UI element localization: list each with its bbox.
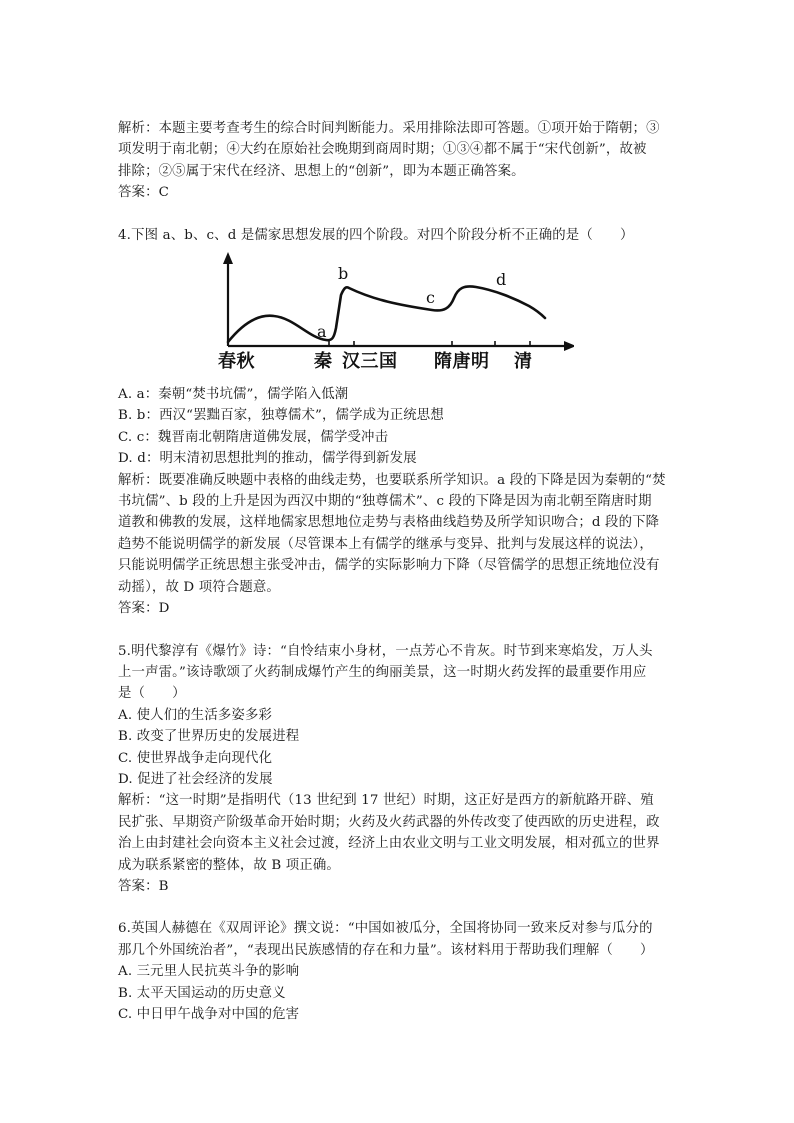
- q6-option-b: B. 太平天国运动的历史意义: [118, 985, 286, 1001]
- q3-analysis-line: 解析：本题主要考查考生的综合时间判断能力。采用排除法即可答题。①项开始于隋朝；③: [118, 121, 660, 136]
- q5-analysis-line: 解析：“这一时期”是指明代（13 世纪到 17 世纪）时期，这正好是西方的新航路开辟、殖: [118, 793, 654, 809]
- point-label-b: b: [338, 264, 349, 284]
- q5-stem-line: 5.明代黎淳有《爆竹》诗：“自怜结束小身材，一点芳心不肯灰。时节到来寒焰发，万人头: [118, 643, 653, 659]
- q6-stem-line: 那几个外国统治者”，“表现出民族感情的存在和力量”。该材料用于帮助我们理解（ ）: [118, 942, 654, 958]
- q4-analysis-line: 只能说明儒学正统思想主张受冲击，儒学的实际影响力下降（尽管儒学的思想正统地位没有: [118, 558, 660, 574]
- q6-option-c: C. 中日甲午战争对中国的危害: [118, 1007, 300, 1022]
- q4-option-a: A. a：秦朝“焚书坑儒”，儒学陷入低潮: [118, 387, 349, 403]
- q4-analysis-line: 趋势不能说明儒学的新发展（尽管课本上有儒学的继承与变异、批判与发展这样的说法），: [118, 536, 653, 552]
- q3-analysis-line: 项发明于南北朝；④大约在原始社会晚期到商周时期；①③④都不属于“宋代创新”，故被: [118, 142, 647, 158]
- q4-curve-figure: [214, 250, 574, 378]
- axis-label-sui-tang-ming: 隋唐明: [434, 351, 490, 373]
- axis-label-qing: 清: [514, 351, 533, 373]
- axis-label-qin: 秦: [314, 351, 333, 373]
- q4-analysis-line: 道教和佛教的发展，这样地儒家思想地位走势与表格曲线趋势及所学知识吻合；d 段的下降: [118, 515, 660, 531]
- q6-stem: [118, 918, 678, 961]
- q4-option-b: B. b：西汉“罢黜百家，独尊儒术”，儒学成为正统思想: [118, 408, 444, 424]
- q3-analysis-line: 排除；②⑤属于宋代在经济、思想上的“创新”，即为本题正确答案。: [118, 163, 525, 179]
- q4-analysis-line: 动摇），故 D 项符合题意。: [118, 579, 280, 595]
- q5-option-d: D. 促进了社会经济的发展: [118, 771, 273, 787]
- confucianism-curve: [228, 286, 545, 342]
- q4-option-c: C. c：魏晋南北朝隋唐道佛发展，儒学受冲击: [118, 429, 389, 445]
- point-label-a: a: [317, 322, 327, 342]
- y-axis-arrow: [223, 252, 233, 264]
- q5-analysis: [118, 790, 678, 876]
- q5-analysis-line: 民扩张、早期资产阶级革命开始时期；火药及火药武器的外传改变了使西欧的历史进程，政: [118, 814, 660, 830]
- axis-label-han-sanguo: 汉三国: [342, 351, 398, 373]
- q5-analysis-line: 治上由封建社会向资本主义社会过渡，经济上由农业文明与工业文明发展，相对孤立的世界: [118, 836, 660, 852]
- q5-option-b: B. 改变了世界历史的发展进程: [118, 729, 300, 745]
- q5-option-a: A. 使人们的生活多姿多彩: [118, 707, 273, 723]
- q3-answer: 答案：C: [118, 185, 170, 201]
- q5-options: [118, 705, 678, 791]
- q4-stem: 4.下图 a、b、c、d 是儒家思想发展的四个阶段。对四个阶段分析不正确的是（ ）: [118, 227, 634, 243]
- q4-option-d: D. d：明末清初思想批判的推动，儒学得到新发展: [118, 451, 417, 467]
- axis-label-chunqiu: 春秋: [218, 351, 255, 373]
- q4-answer: 答案：D: [118, 601, 170, 617]
- q6-stem-line: 6.英国人赫德在《双周评论》撰文说：“中国如被瓜分，全国将协同一致来反对参与瓜分的: [118, 921, 653, 937]
- q6-option-a: A. 三元里人民抗英斗争的影响: [118, 964, 300, 980]
- q5-option-c: C. 使世界战争走向现代化: [118, 750, 273, 766]
- q5-answer: 答案：B: [118, 878, 169, 894]
- q4-analysis-line: 解析：既要准确反映题中表格的曲线走势，也要联系所学知识。a 段的下降是因为秦朝的“焚: [118, 472, 666, 488]
- q3-analysis: [118, 118, 678, 182]
- q5-analysis-line: 成为联系紧密的整体，故 B 项正确。: [118, 857, 340, 873]
- q5-stem: [118, 641, 678, 705]
- q4-analysis: [118, 470, 678, 598]
- x-axis-arrow: [564, 341, 574, 351]
- q5-stem-line: 上一声雷。”该诗歌颂了火药制成爆竹产生的绚丽美景，这一时期火药发挥的最重要作用应: [118, 664, 647, 680]
- q4-analysis-line: 书坑儒”、b 段的上升是因为西汉中期的“独尊儒术”、c 段的下降是因为南北朝至隋唐时期: [118, 494, 652, 510]
- point-label-c: c: [426, 288, 435, 308]
- q5-stem-line: 是（ ）: [118, 686, 186, 702]
- q4-options: [118, 384, 678, 470]
- q6-options: [118, 961, 678, 1025]
- document-page: [118, 118, 678, 1025]
- point-label-d: d: [496, 270, 507, 290]
